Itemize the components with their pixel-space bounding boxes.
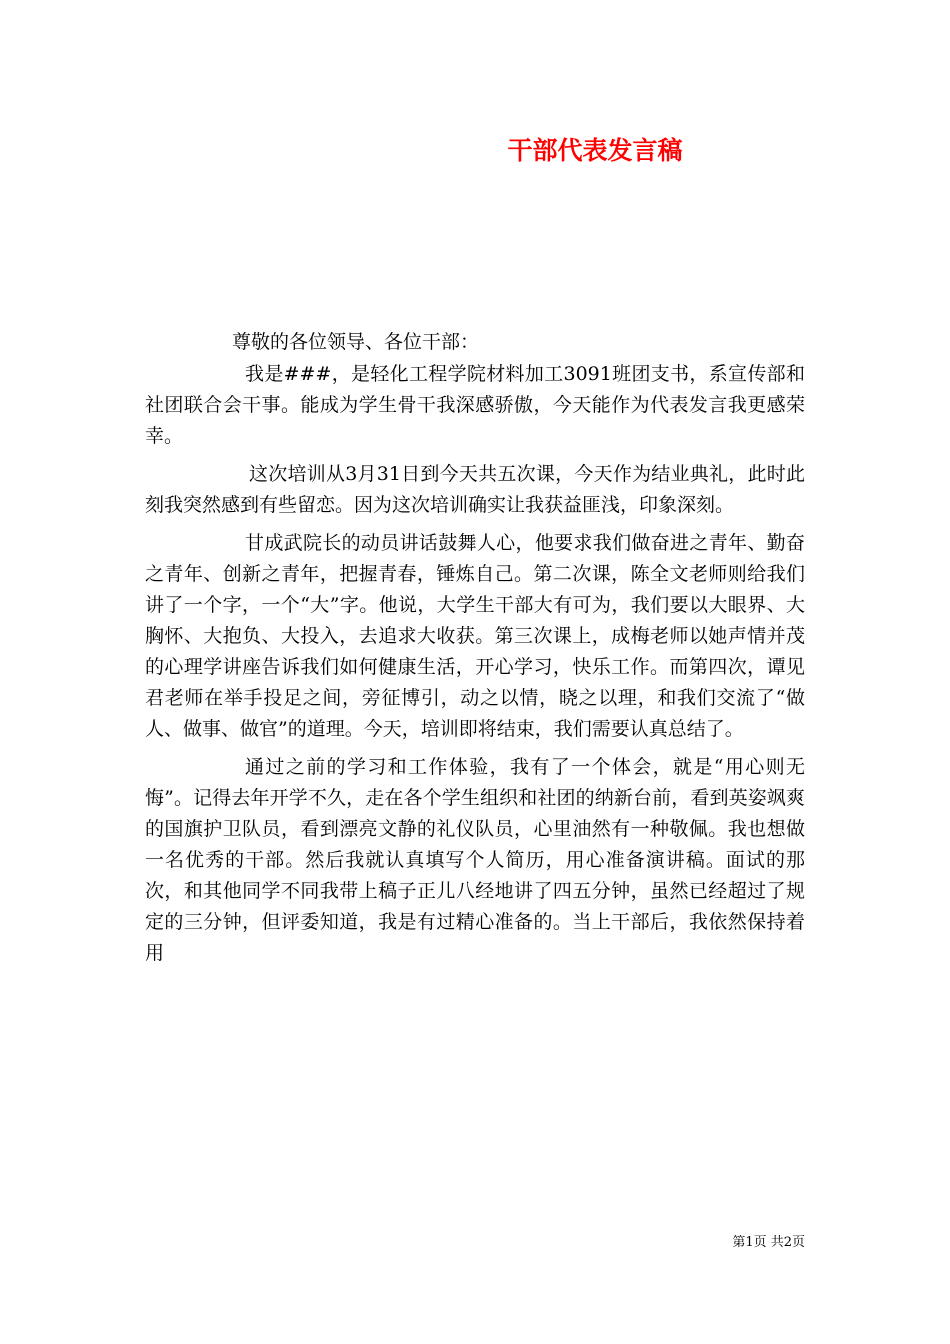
document-title: 干部代表发言稿 [507,136,683,165]
paragraph-training: 这次培训从3月31日到今天共五次课，今天作为结业典礼，此时此刻我突然感到有些留恋。因为这次培训确实让我获益匪浅，印象深刻。 [145,463,805,516]
paragraph-intro: 我是###，是轻化工程学院材料加工3091班团支书，系宣传部和社团联合会干事。能成为学生骨干我深感骄傲，今天能作为代表发言我更感荣幸。 [145,363,805,447]
page-number: 第1页 共2页 [732,1235,805,1250]
document-body [145,359,805,976]
paragraph-experience: 通过之前的学习和工作体验，我有了一个体会，就是“用心则无悔”。记得去年开学不久，走在各个学生组织和社团的纳新台前，看到英姿飒爽的国旗护卫队员，看到漂亮文静的礼仪队员，心里油然有一种敬佩。我也想做一名优秀的干部。然后我就认真填写个人简历，用心准备演讲稿。面试的那次，和其他同学不同我带上稿子正儿八经地讲了四五分钟，虽然已经超过了规定的三分钟，但评委知道，我是有过精心准备的。当上干部后，我依然保持着用 [145,756,805,964]
paragraph-courses: 甘成武院长的动员讲话鼓舞人心，他要求我们做奋进之青年、勤奋之青年、创新之青年，把握青春，锤炼自己。第二次课，陈全文老师则给我们讲了一个字，一个“大”字。他说，大学生干部大有可为，我们要以大眼界、大胸怀、大抱负、大投入，去追求大收获。第三次课上，成梅老师以她声情并茂的心理学讲座告诉我们如何健康生活，开心学习，快乐工作。而第四次，谭见君老师在举手投足之间，旁征博引，动之以情，晓之以理，和我们交流了“做人、做事、做官”的道理。今天，培训即将结束，我们需要认真总结了。 [145,532,805,740]
salutation: 尊敬的各位领导、各位干部： [232,331,480,353]
